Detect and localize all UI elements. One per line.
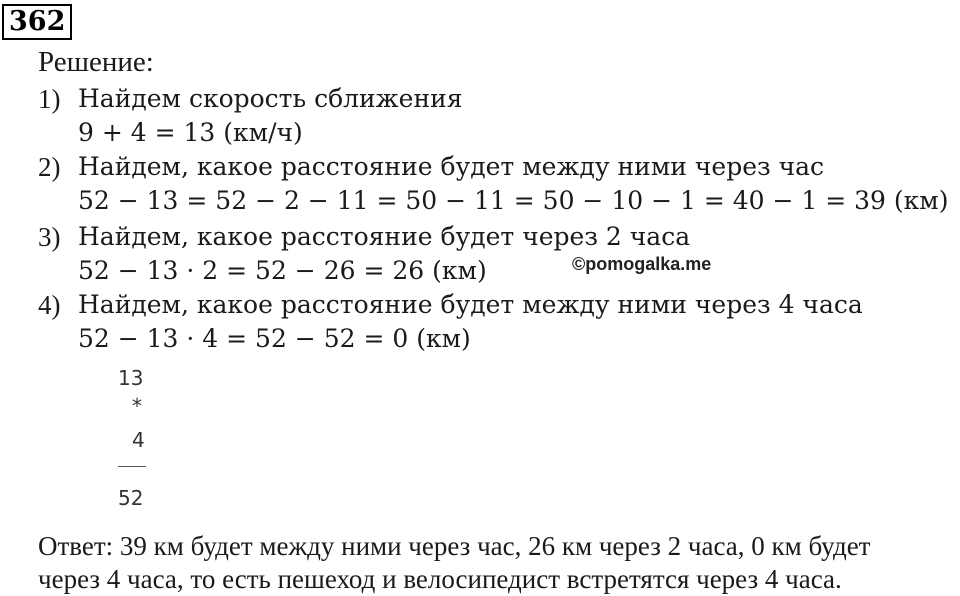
problem-number: 362 — [2, 4, 72, 40]
calc-result: 52 — [118, 486, 144, 510]
step-2-text: Найдем, какое расстояние будет между ними через час — [78, 152, 825, 181]
calc-operator: * — [132, 394, 142, 418]
step-1-expression: 9 + 4 = 13 (км/ч) — [78, 118, 303, 147]
answer — [38, 530, 958, 596]
step-1-text: Найдем скорость сближения — [78, 84, 463, 113]
calc-divider-line — [118, 466, 146, 467]
step-2-number: 2) — [38, 152, 61, 182]
answer-line-1: Ответ: 39 км будет между ними через час, 26 км через 2 часа, 0 км будет — [38, 531, 871, 561]
step-4-expression: 52 − 13 · 4 = 52 − 52 = 0 (км) — [78, 324, 471, 353]
step-4-text: Найдем, какое расстояние будет между ними через 4 часа — [78, 290, 863, 319]
step-3-number: 3) — [38, 222, 61, 252]
step-3-text: Найдем, какое расстояние будет через 2 часа — [78, 222, 691, 251]
step-3-expression: 52 − 13 · 2 = 52 − 26 = 26 (км) — [78, 256, 487, 285]
watermark: ©pomogalka.me — [572, 254, 712, 274]
step-2-expression: 52 − 13 = 52 − 2 − 11 = 50 − 11 = 50 − 10 − 1 = 40 − 1 = 39 (км) — [78, 186, 949, 215]
calc-bottom-operand: 4 — [132, 428, 145, 452]
step-4-number: 4) — [38, 290, 61, 320]
calc-top-operand: 13 — [118, 366, 144, 390]
answer-line-2: через 4 часа, то есть пешеход и велосипедист встретятся через 4 часа. — [38, 564, 842, 594]
step-1-number: 1) — [38, 84, 61, 114]
solution-label: Решение: — [38, 46, 154, 78]
